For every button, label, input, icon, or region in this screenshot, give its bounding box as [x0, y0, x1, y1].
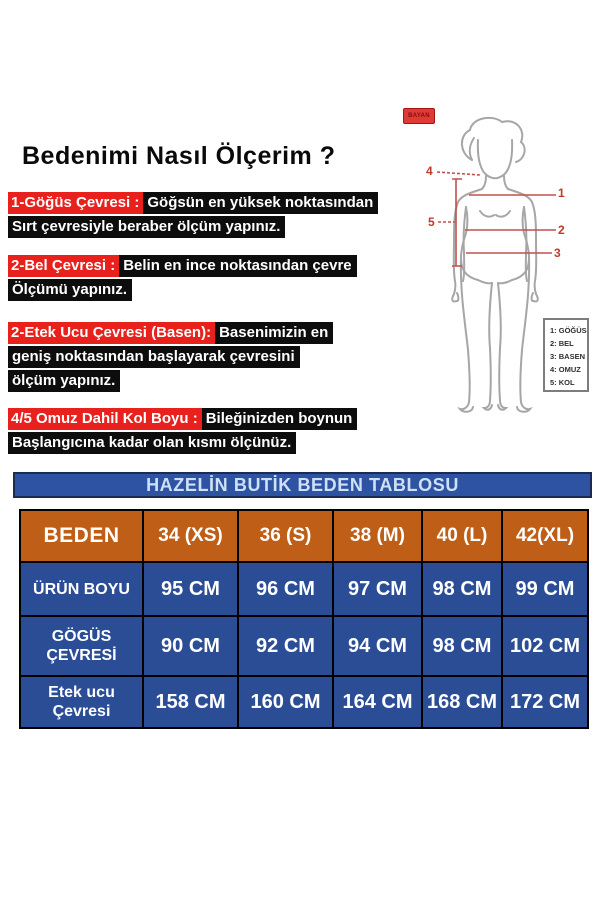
- table-cell: 95 CM: [143, 562, 238, 616]
- table-cell: 164 CM: [333, 676, 422, 728]
- instruction-text-line: Belin en ince noktasından çevre: [119, 255, 356, 277]
- instruction-text-line: Göğsün en yüksek noktasından: [143, 192, 378, 214]
- measurement-legend: [543, 318, 589, 392]
- instruction-label: 1-Göğüs Çevresi :: [8, 192, 143, 214]
- column-header-38m: 38 (M): [333, 510, 422, 562]
- page-title: Bedenimi Nasıl Ölçerim ?: [22, 142, 336, 170]
- legend-item: 3: BASEN: [550, 352, 586, 361]
- table-cell: 160 CM: [238, 676, 333, 728]
- legend-item: 2: BEL: [550, 339, 574, 348]
- row-label: Etek ucu Çevresi: [20, 676, 143, 728]
- column-header-42xl: 42(XL): [502, 510, 588, 562]
- measure-number-4: 4: [426, 164, 433, 178]
- body-measurement-diagram: [400, 80, 600, 480]
- measure-number-1: 1: [558, 186, 565, 200]
- column-header-34xs: 34 (XS): [143, 510, 238, 562]
- column-header-40l: 40 (L): [422, 510, 502, 562]
- table-header-row: [20, 510, 588, 562]
- legend-item: 5: KOL: [550, 378, 575, 387]
- instruction-text-line: Sırt çevresiyle beraber ölçüm yapınız.: [8, 216, 285, 238]
- table-cell: 94 CM: [333, 616, 422, 676]
- column-header-beden: BEDEN: [20, 510, 143, 562]
- instruction-text-line: Bileğinizden boynun: [202, 408, 358, 430]
- instruction-etek-ucu-cevresi: [8, 322, 428, 394]
- instruction-label: 4/5 Omuz Dahil Kol Boyu :: [8, 408, 202, 430]
- table-cell: 102 CM: [502, 616, 588, 676]
- table-cell: 97 CM: [333, 562, 422, 616]
- instruction-label: 2-Bel Çevresi :: [8, 255, 119, 277]
- table-cell: 92 CM: [238, 616, 333, 676]
- instruction-text-line: Basenimizin en: [215, 322, 333, 344]
- row-label: ÜRÜN BOYU: [20, 562, 143, 616]
- size-table: [19, 509, 589, 729]
- instruction-bel-cevresi: [8, 255, 428, 303]
- instruction-text-line: ölçüm yapınız.: [8, 370, 120, 392]
- woman-outline-drawing: [452, 118, 537, 412]
- measure-number-3: 3: [554, 246, 561, 260]
- table-cell: 98 CM: [422, 562, 502, 616]
- measure-number-2: 2: [558, 223, 565, 237]
- table-cell: 96 CM: [238, 562, 333, 616]
- table-cell: 172 CM: [502, 676, 588, 728]
- legend-item: 1: GÖĞÜS: [550, 326, 587, 335]
- table-row-etek-ucu-cevresi: [20, 676, 588, 728]
- table-cell: 168 CM: [422, 676, 502, 728]
- table-row-gogus-cevresi: [20, 616, 588, 676]
- instruction-gogus-cevresi: [8, 192, 428, 240]
- row-label: GÖGÜS ÇEVRESİ: [20, 616, 143, 676]
- table-cell: 90 CM: [143, 616, 238, 676]
- instruction-text-line: Ölçümü yapınız.: [8, 279, 132, 301]
- column-header-36s: 36 (S): [238, 510, 333, 562]
- instruction-text-line: Başlangıcına kadar olan kısmı ölçünüz.: [8, 432, 296, 454]
- table-cell: 158 CM: [143, 676, 238, 728]
- size-table-title: HAZELİN BUTİK BEDEN TABLOSU: [13, 472, 592, 498]
- legend-item: 4: OMUZ: [550, 365, 581, 374]
- bayan-badge: BAYAN: [403, 108, 435, 124]
- measure-number-5: 5: [428, 215, 435, 229]
- table-cell: 99 CM: [502, 562, 588, 616]
- instruction-omuz-kol-boyu: [8, 408, 428, 456]
- table-row-urun-boyu: [20, 562, 588, 616]
- instruction-label: 2-Etek Ucu Çevresi (Basen):: [8, 322, 215, 344]
- table-cell: 98 CM: [422, 616, 502, 676]
- instruction-text-line: geniş noktasından başlayarak çevresini: [8, 346, 300, 368]
